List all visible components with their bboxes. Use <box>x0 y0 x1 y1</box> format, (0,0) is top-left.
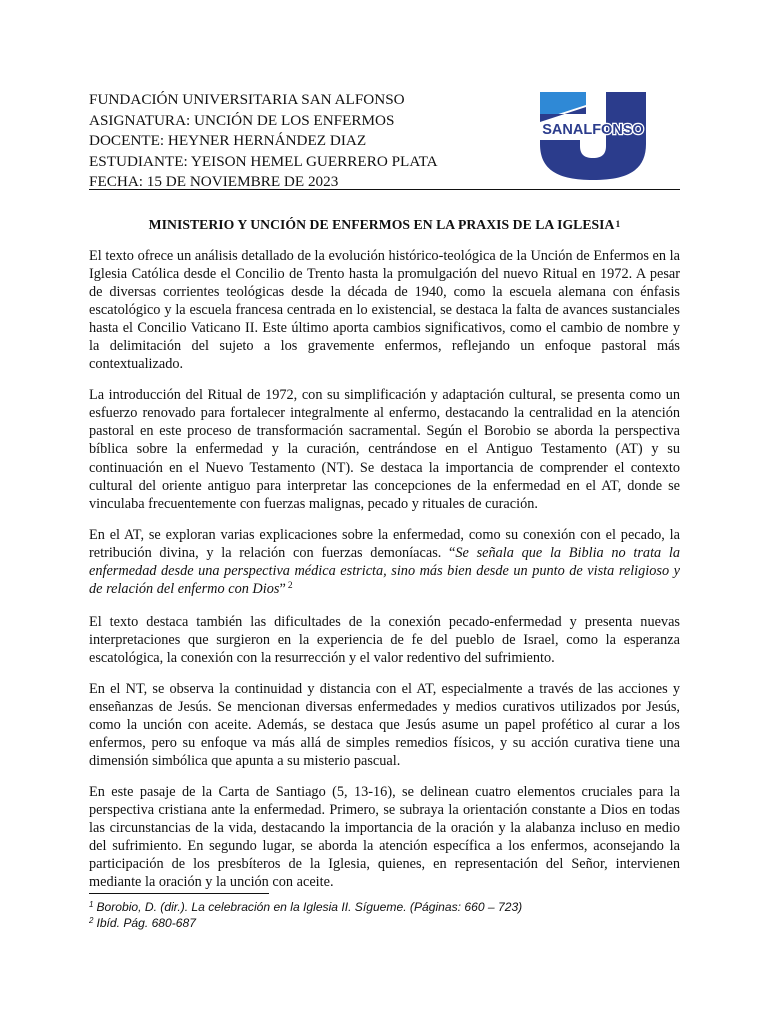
paragraph-1: El texto ofrece un análisis detallado de la evolución histórico-teológica de la Unción de Enfermos en la Iglesia Católica desde el Concilio de Trento hasta la promulgación del nuevo Ritual en 1972. A pesar de diversas corrientes teológicas desde la década de 1940, como la escuela alemana con énfasis escatológico y la escuela francesa centrada en lo existencial, se destaca la falta de avances sustanciales hasta el Concilio Vaticano II. Este último aporta cambios significativos, como el cambio de nombre y la delimitación del sujeto a los gravemente enfermos, reflejando un enfoque pastoral más contextualizado. <box>89 248 680 373</box>
paragraph-2: La introducción del Ritual de 1972, con su simplificación y adaptación cultural, se presenta como un esfuerzo renovado para fortalecer integralmente al enfermo, destacando la centralidad en la atención pastoral en este proceso de transformación sacramental. Según el Borobio se aborda la perspectiva bíblica sobre la enfermedad y la curación, centrándose en el Antiguo Testamento (AT) y su continuación en el Nuevo Testamento (NT). Se destaca la importancia de comprender el contexto cultural del oriente antiguo para interpretar las concepciones de la enfermedad en el AT, donde se vinculaba frecuentemente con fuerzas malignas, pecado y rituales de curación. <box>89 387 680 512</box>
date-line: FECHA: 15 DE NOVIEMBRE DE 2023 <box>89 173 339 190</box>
footnote-separator <box>89 893 269 894</box>
document-body <box>89 247 680 905</box>
teacher-line: DOCENTE: HEYNER HERNÁNDEZ DIAZ <box>89 132 367 149</box>
paragraph-5: En el NT, se observa la continuidad y distancia con el AT, especialmente a través de las acciones y enseñanzas de Jesús. Se mencionan diversas enfermedades y medios curativos utilizados por Jesús, como la unción con aceite. Además, se destaca que Jesús asume un papel profético al curar a los enfermos, pero su enfoque va más allá de simples remedios físicos, y su acción curativa tiene una dimensión simbólica que apunta a su misterio pascual. <box>89 680 680 770</box>
footnote-1-number: 1 <box>89 900 94 909</box>
document-header <box>89 90 509 193</box>
sanalfonso-logo <box>530 84 658 184</box>
logo-u-bowl <box>540 140 646 180</box>
title-text: MINISTERIO Y UNCIÓN DE ENFERMOS EN LA PRAXIS DE LA IGLESIA <box>148 217 615 232</box>
footnote-2-text: Ibíd. Pág. 680-687 <box>96 916 196 930</box>
subject-line: ASIGNATURA: UNCIÓN DE LOS ENFERMOS <box>89 111 395 129</box>
footnote-2-number: 2 <box>89 916 94 925</box>
logo-text: SANALFONSO <box>542 122 644 138</box>
institution-line: FUNDACIÓN UNIVERSITARIA SAN ALFONSO <box>89 91 405 108</box>
document-title <box>89 216 680 236</box>
footnote-1 <box>89 900 680 916</box>
footnote-2 <box>89 916 680 932</box>
footnotes <box>89 900 680 932</box>
title-footnote-ref: 1 <box>615 220 621 230</box>
paragraph-6: En este pasaje de la Carta de Santiago (5, 13-16), se delinean cuatro elementos cruciales para la perspectiva cristiana ante la enfermedad. Primero, se subraya la orientación constante a Dios en todas las circunstancias de la vida, destacando la importancia de la oración y la alabanza incluso en medio del sufrimiento. En segundo lugar, se aborda la atención específica a los enfermos, aconsejando la participación de los presbíteros de la Iglesia, quienes, en representación del Señor, intervienen mediante la oración y la unción con aceite. <box>89 784 680 891</box>
paragraph-3 <box>89 526 680 600</box>
header-rule <box>89 189 680 190</box>
student-line: ESTUDIANTE: YEISON HEMEL GUERRERO PLATA <box>89 152 438 170</box>
biblical-quote: Se señala que la Biblia no trata la enfermedad desde una perspectiva médica estricta, sino más bien desde un punto de vista religioso y de relación del enfermo con Dios <box>89 544 681 597</box>
footnote-1-text: Borobio, D. (dir.). La celebración en la Iglesia II. Sígueme. (Páginas: 660 – 723) <box>96 900 523 914</box>
quote-footnote-ref: 2 <box>287 580 293 591</box>
paragraph-4: El texto destaca también las dificultades de la conexión pecado-enfermedad y presenta nuevas interpretaciones que surgieron en la experiencia de fe del pueblo de Israel, como la esperanza escatológica, la conexión con la resurrección y el valor redentivo del sufrimiento. <box>89 613 680 666</box>
paragraph-3-start: En el AT, se exploran varias explicaciones sobre la enfermedad, como su conexión con el pecado, la retribución divina, y la relación con fuerzas demoníacas. “ <box>89 526 680 561</box>
quote-close: ” <box>279 580 286 597</box>
